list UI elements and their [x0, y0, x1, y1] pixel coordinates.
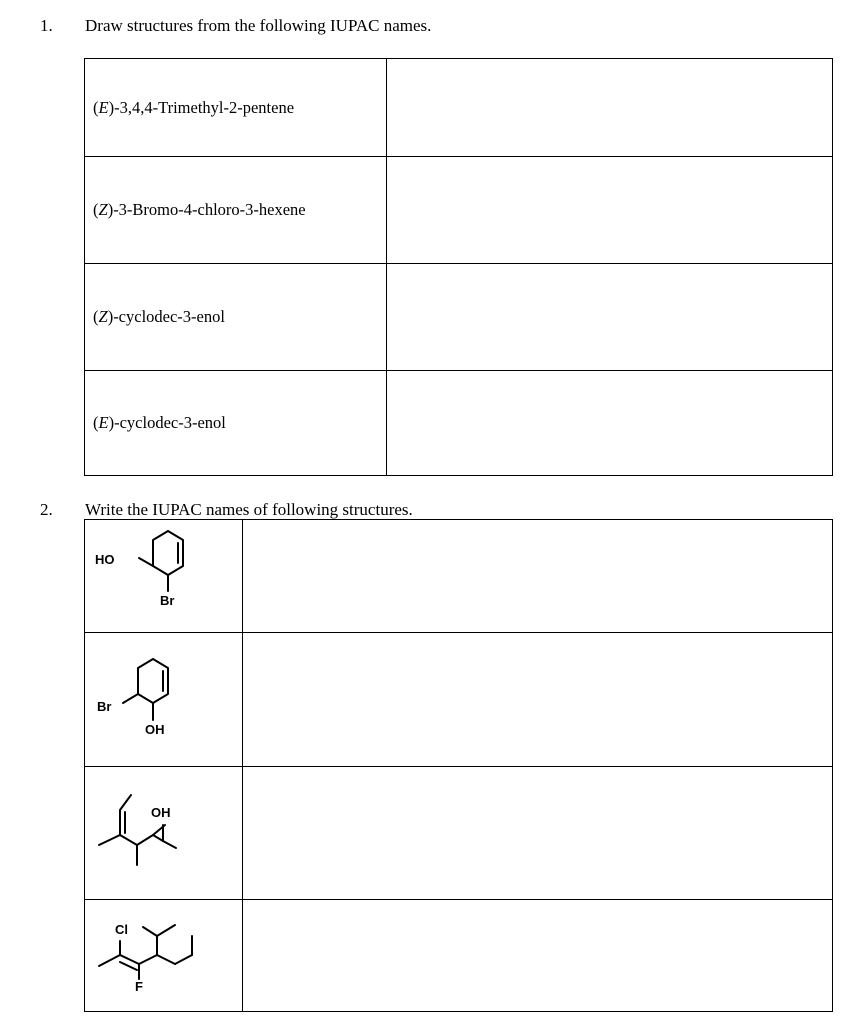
atom-label: Br	[97, 699, 112, 714]
bond	[99, 835, 120, 845]
stereo-descriptor: Z	[98, 200, 108, 219]
bond	[175, 955, 192, 964]
iupac-name-cell: (Z)-cyclodec-3-enol	[85, 264, 387, 371]
atom-label: OH	[151, 805, 171, 820]
answer-cell[interactable]	[387, 59, 833, 157]
bond	[139, 955, 157, 964]
iupac-name: -cyclodec-3-enol	[114, 413, 226, 432]
structure-1-drawing	[85, 520, 243, 632]
bond	[143, 927, 157, 936]
answer-cell[interactable]	[387, 371, 833, 476]
table-row	[85, 633, 833, 767]
table-row	[85, 59, 833, 157]
bond	[123, 694, 138, 703]
table-row	[85, 264, 833, 371]
answer-cell[interactable]	[243, 520, 833, 633]
question-2-table	[84, 519, 833, 1012]
bond	[153, 835, 163, 841]
structure-cell	[85, 520, 243, 633]
answer-cell[interactable]	[243, 900, 833, 1012]
atom-label: Cl	[115, 922, 128, 937]
bond	[120, 835, 137, 845]
table-row	[85, 520, 833, 633]
question-1-number: 1.	[40, 16, 53, 35]
structure-cell	[85, 767, 243, 900]
answer-cell[interactable]	[387, 264, 833, 371]
structure-2-drawing	[85, 633, 243, 766]
double-bond	[120, 962, 137, 970]
structure-cell	[85, 633, 243, 767]
stereo-descriptor: Z	[98, 307, 108, 326]
answer-cell[interactable]	[243, 633, 833, 767]
stereo-descriptor: E	[98, 97, 109, 117]
iupac-name-cell: (E)-cyclodec-3-enol	[85, 371, 387, 476]
bond	[137, 835, 153, 845]
structure-cell	[85, 900, 243, 1012]
stereo-descriptor: E	[98, 413, 109, 432]
table-row	[85, 157, 833, 264]
question-2-number: 2.	[40, 500, 53, 519]
atom-label: HO	[95, 552, 115, 567]
iupac-name: -cyclodec-3-enol	[113, 307, 225, 326]
answer-cell[interactable]	[387, 157, 833, 264]
question-1-table	[84, 58, 833, 476]
atom-label: OH	[145, 722, 165, 737]
bond	[99, 955, 120, 966]
iupac-name-cell: (E)-3,4,4-Trimethyl-2-pentene	[85, 59, 387, 157]
answer-cell[interactable]	[243, 767, 833, 900]
question-1-prompt: Draw structures from the following IUPAC names.	[85, 16, 432, 35]
iupac-name: -3,4,4-Trimethyl-2-pentene	[114, 97, 295, 117]
bond	[163, 841, 176, 848]
structure-3-drawing	[85, 767, 243, 899]
table-row	[85, 371, 833, 476]
question-2-prompt: Write the IUPAC names of following structures.	[85, 500, 413, 519]
table-row	[85, 900, 833, 1012]
bond	[139, 558, 153, 566]
atom-label: F	[135, 979, 143, 994]
bond	[157, 925, 175, 936]
iupac-name-cell: (Z)-3-Bromo-4-chloro-3-hexene	[85, 157, 387, 264]
structure-4-drawing	[85, 900, 243, 1011]
atom-label: Br	[160, 593, 175, 608]
table-row	[85, 767, 833, 900]
iupac-name: -3-Bromo-4-chloro-3-hexene	[113, 200, 306, 219]
bond	[120, 795, 131, 810]
bond	[157, 955, 175, 964]
